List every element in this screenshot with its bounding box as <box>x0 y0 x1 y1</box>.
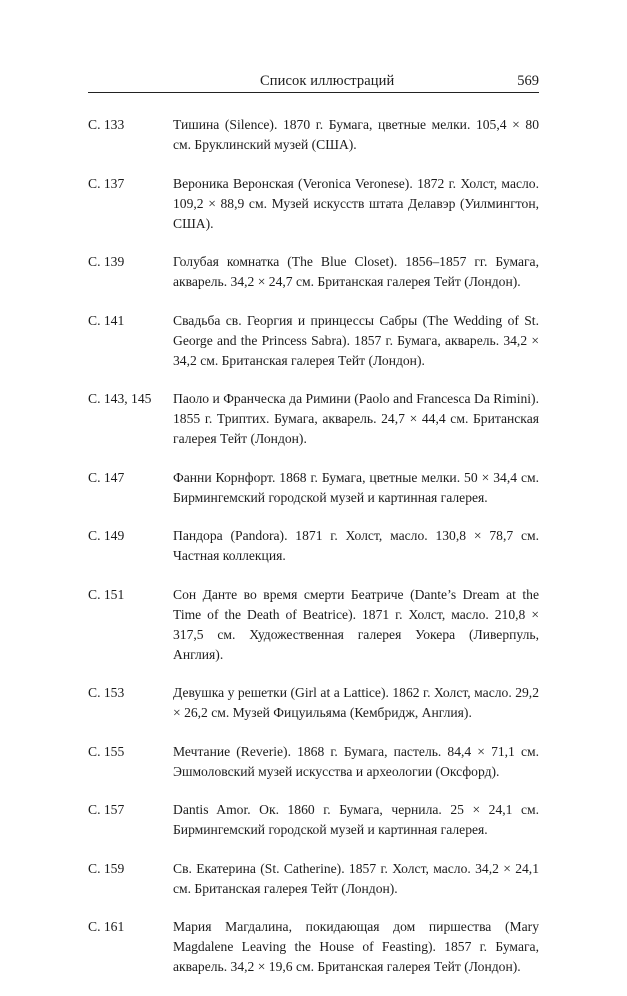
list-item <box>88 115 548 155</box>
list-item <box>88 526 548 566</box>
entry-page-ref: С. 141 <box>88 312 125 328</box>
entry-page-ref: С. 139 <box>88 254 125 269</box>
entry-description: Фанни Корнфорт. 1868 г. Бумага, цветные мелки. 50 × 34,4 см. Бирмингемский городской музей и картинная галерея. <box>173 469 539 505</box>
entry-description: Пандора (Pandora). 1871 г. Холст, масло. 130,8 × 78,7 см. Частная коллекция. <box>173 528 539 563</box>
entry-page-ref: С. 157 <box>88 802 125 817</box>
page-number: 569 <box>517 73 539 89</box>
entry-description: Вероника Веронская (Veronica Veronese). 1872 г. Холст, масло. 109,2 × 88,9 см. Музей искусств штата Делавэр (Уилмингтон, США). <box>173 175 539 231</box>
entry-description: Паоло и Франческа да Римини (Paolo and Francesca Da Rimini). 1855 г. Триптих. Бумага, акварель. 24,7 × 44,4 см. Британская галерея Тейт (Лондон). <box>173 391 539 446</box>
list-item <box>88 683 548 723</box>
entry-description: Мария Магдалина, покидающая дом пиршества (Mary Magdalene Leaving the House of Feasting). 1857 г. Бумага, акварель. 34,2 × 19,6 см. Британская галерея Тейт (Лондон). <box>173 919 539 974</box>
entry-description: Тишина (Silence). 1870 г. Бумага, цветные мелки. 105,4 × 80 см. Бруклинский музей (США). <box>173 117 539 152</box>
entry-page-ref: С. 147 <box>88 469 125 485</box>
entry-page-ref: С. 137 <box>88 175 125 191</box>
list-item <box>88 174 548 234</box>
entry-description: Сон Данте во время смерти Беатриче (Dante’s Dream at the Time of the Death of Beatrice). 1871 г. Холст, масло. 210,8 × 317,5 см. Художественная галерея Уокера (Ливерпуль, Англия). <box>173 586 539 662</box>
entry-page-ref: С. 159 <box>88 860 125 876</box>
running-title: Список иллюстраций <box>260 73 395 89</box>
entry-description: Голубая комнатка (The Blue Closet). 1856–1857 гг. Бумага, акварель. 34,2 × 24,7 см. Британская галерея Тейт (Лондон). <box>173 254 539 289</box>
entry-page-ref: С. 149 <box>88 528 125 543</box>
entry-page-ref: С. 155 <box>88 743 125 759</box>
entry-page-ref: С. 143, 145 <box>88 391 152 406</box>
entry-description: Свадьба св. Георгия и принцессы Сабры (The Wedding of St. George and the Princess Sabra). 1857 г. Бумага, акварель. 34,2 × 34,2 см. Британская галерея Тейт (Лондон). <box>173 312 539 368</box>
list-item <box>88 585 548 665</box>
entry-page-ref: С. 153 <box>88 685 125 700</box>
illustration-list <box>88 115 548 996</box>
entry-page-ref: С. 133 <box>88 117 125 132</box>
list-item <box>88 468 548 508</box>
entry-description: Мечтание (Reverie). 1868 г. Бумага, пастель. 84,4 × 71,1 см. Эшмоловский музей искусства и археологии (Оксфорд). <box>173 743 539 779</box>
list-item <box>88 917 548 977</box>
list-item <box>88 742 548 782</box>
list-item <box>88 252 548 292</box>
entry-page-ref: С. 161 <box>88 919 125 934</box>
list-item <box>88 859 548 899</box>
running-head <box>88 70 539 93</box>
entry-page-ref: С. 151 <box>88 586 125 602</box>
entry-description: Св. Екатерина (St. Catherine). 1857 г. Холст, масло. 34,2 × 24,1 см. Британская галерея Тейт (Лондон). <box>173 860 539 896</box>
list-item <box>88 311 548 371</box>
list-item <box>88 800 548 840</box>
entry-description: Девушка у решетки (Girl at a Lattice). 1862 г. Холст, масло. 29,2 × 26,2 см. Музей Фицуильяма (Кембридж, Англия). <box>173 685 539 720</box>
list-item <box>88 389 548 449</box>
entry-description: Dantis Amor. Ок. 1860 г. Бумага, чернила. 25 × 24,1 см. Бирмингемский городской музей и картинная галерея. <box>173 802 539 837</box>
